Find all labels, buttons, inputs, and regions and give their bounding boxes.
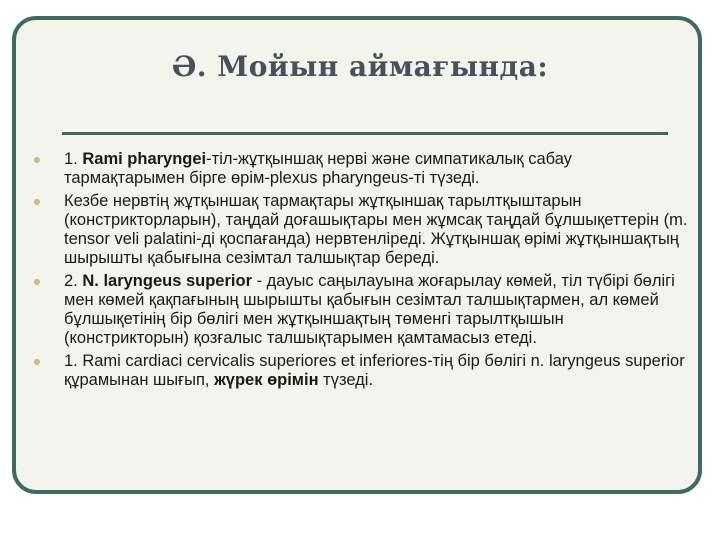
bullet-item <box>30 272 690 348</box>
bullet-item <box>30 352 690 390</box>
bullet-bold-text: Rami pharyngei <box>82 150 207 168</box>
bullet-text: 2. <box>64 272 83 290</box>
bullet-item <box>30 192 690 268</box>
bullet-list <box>30 150 690 394</box>
bullet-item <box>30 150 690 188</box>
bullet-bold-text: N. laryngeus superior <box>82 272 252 290</box>
bullet-dot-icon <box>34 359 40 365</box>
bullet-text: Кезбе нервтің жұтқыншақ тармақтары жұтқыншақ тарылтқыштарын (констрикторларын), таңдай доғашықтары мен жұмсақ таңдай бұлшықеттерін (m. tensor veli palatini-ді қоспағанда) нервтенліреді. Жұтқыншақ өрімі жұтқыншақтың шырышты қабығына сезімтал талшықтар береді. <box>64 192 688 267</box>
bullet-text: түзеді. <box>318 371 374 389</box>
title-divider <box>62 132 668 135</box>
bullet-text: - дауыс саңылауына жоғарылау көмей, тіл түбірі бөлігі мен көмей қақпағының шырышты қабығын сезімтал талшықтармен, ал көмей бұлшықетінің бір бөлігі мен жұтқыншақтың төменгі тарылтқышын (констрикторын) қозғалыс талшықтарымен қамтамасыз етеді. <box>64 272 675 347</box>
bullet-text: -тіл-жұтқыншақ нерві және симпатикалық сабау тармақтарымен бірге өрім-plexus pharyngeus-ті түзеді. <box>64 150 572 187</box>
bullet-bold-text: жүрек өрімін <box>214 371 319 389</box>
slide-title: Ә. Мойын аймағында: <box>171 50 549 83</box>
bullet-text: 1. Rami cardiaci cervicalis superiores et inferiores-тің бір бөлігі n. laryngeus superior құрамынан шығып, <box>64 352 685 389</box>
bullet-dot-icon <box>34 199 40 205</box>
bullet-dot-icon <box>34 157 40 163</box>
bullet-dot-icon <box>34 279 40 285</box>
bullet-text: 1. <box>64 150 83 168</box>
